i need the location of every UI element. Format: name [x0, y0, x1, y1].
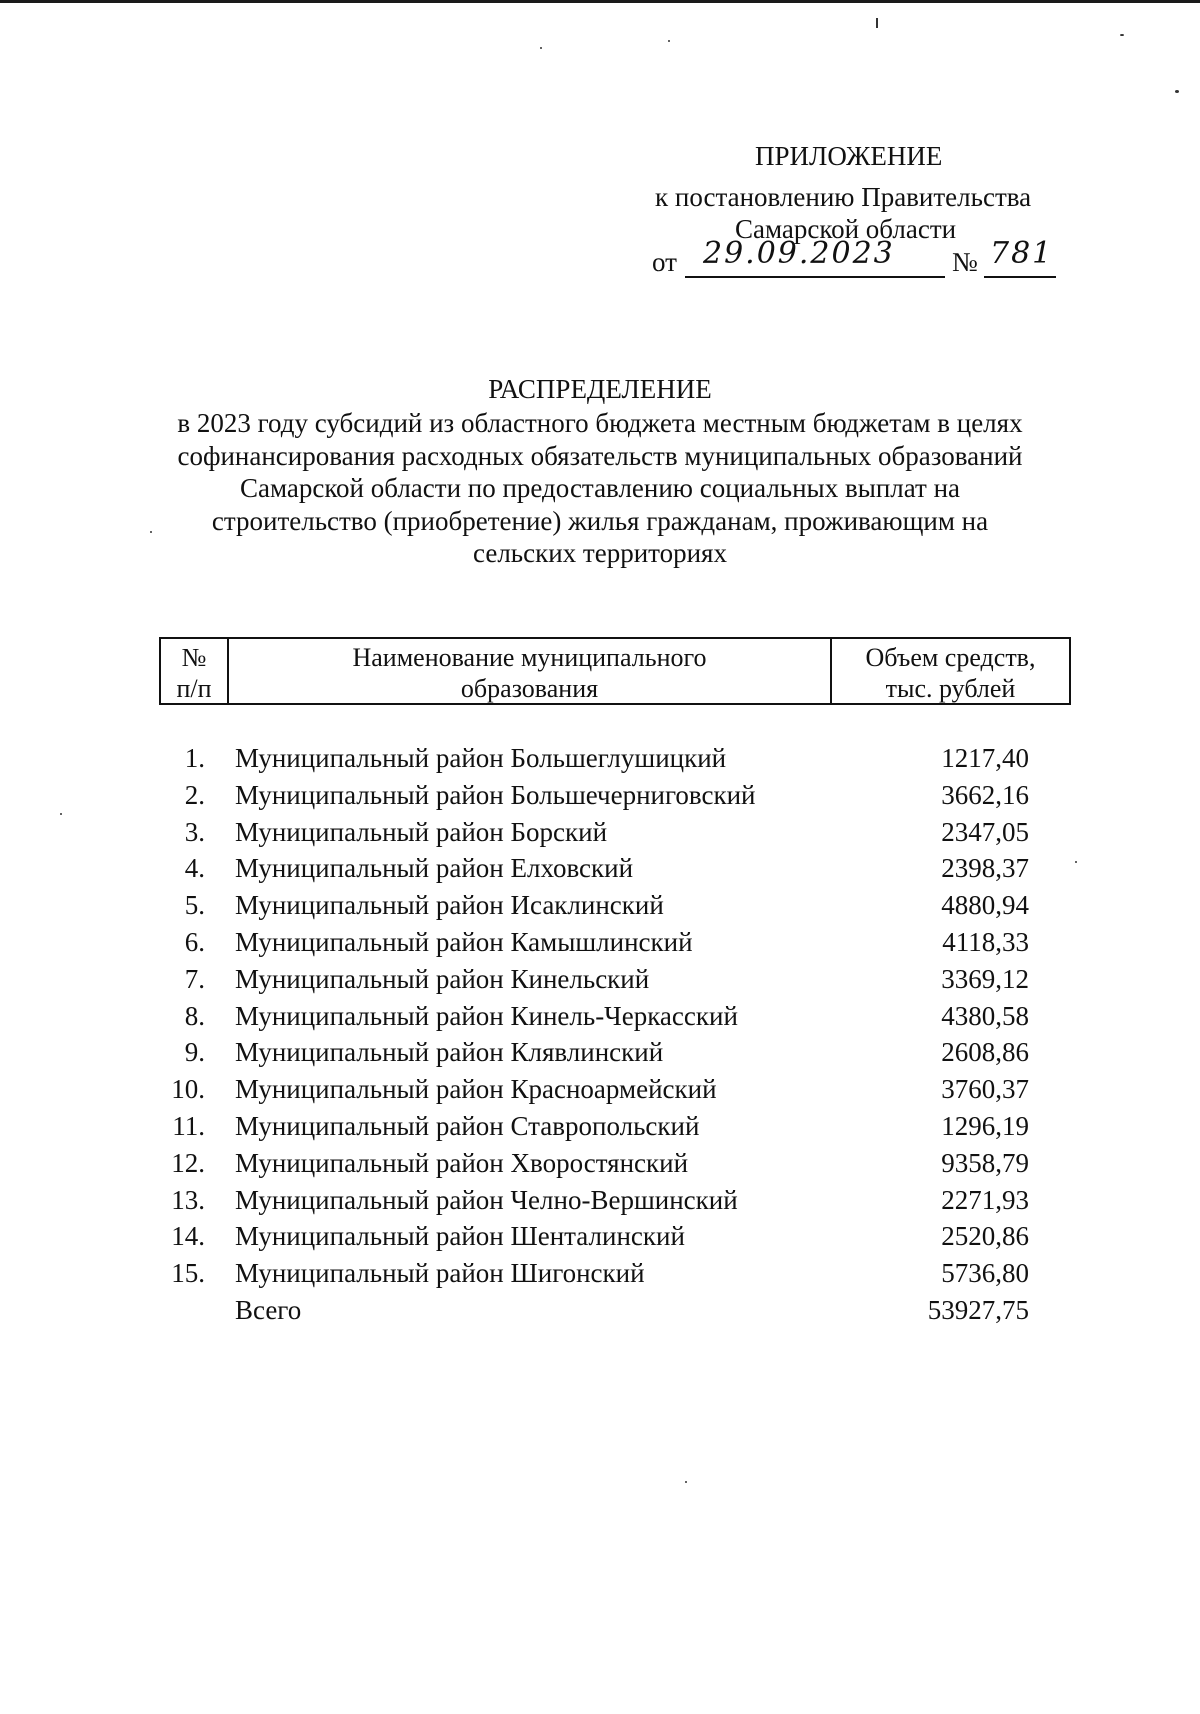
row-amount: 2271,93	[941, 1184, 1029, 1215]
table-row	[159, 777, 1071, 814]
total-row	[159, 1292, 1071, 1329]
scan-speck	[876, 18, 878, 28]
row-number: 8.	[184, 1000, 205, 1031]
table-row	[159, 961, 1071, 998]
row-name: Муниципальный район Большечерниговский	[235, 779, 756, 810]
row-number: 12.	[171, 1147, 205, 1178]
row-number: 3.	[184, 816, 205, 847]
date-underline	[685, 276, 945, 278]
row-number: 7.	[184, 963, 205, 994]
row-name: Муниципальный район Кинельский	[235, 963, 650, 994]
row-number: 13.	[171, 1184, 205, 1215]
number-underline	[984, 276, 1056, 278]
row-number: 9.	[184, 1037, 205, 1068]
header-text: №	[181, 643, 207, 672]
total-amount: 53927,75	[927, 1294, 1029, 1325]
table-row	[159, 1218, 1071, 1255]
table-row	[159, 1182, 1071, 1219]
row-name: Муниципальный район Клявлинский	[235, 1037, 664, 1068]
row-number: 1.	[184, 743, 205, 773]
subtitle-line: строительство (приобретение) жилья гражданам, проживающим на	[211, 505, 989, 536]
header-text: тыс. рублей	[885, 674, 1016, 703]
appendix-number-prefix: №	[952, 247, 978, 277]
table-row	[159, 998, 1071, 1035]
header-text: Наименование муниципального	[352, 643, 707, 672]
table-header	[159, 637, 1071, 705]
row-amount: 4118,33	[942, 926, 1029, 957]
header-name-column	[229, 639, 832, 703]
subtitle-line: софинансирования расходных обязательств муниципальных образований	[177, 440, 1023, 471]
row-amount: 4880,94	[941, 890, 1029, 921]
scan-speck	[668, 40, 670, 42]
scan-speck	[685, 1481, 687, 1483]
row-amount: 4380,58	[941, 1000, 1029, 1031]
row-number: 14.	[171, 1221, 205, 1252]
row-amount: 1296,19	[941, 1110, 1029, 1141]
appendix-date-value: 29.09.2023	[703, 236, 895, 271]
row-number: 2.	[184, 779, 205, 810]
table-row	[159, 887, 1071, 924]
appendix-line-1: к постановлению Правительства	[655, 182, 1032, 212]
row-name: Муниципальный район Шигонский	[235, 1258, 645, 1289]
appendix-date-prefix: от	[652, 247, 677, 277]
row-amount: 3662,16	[941, 779, 1029, 810]
scan-speck	[540, 47, 542, 49]
table-row	[159, 850, 1071, 887]
row-amount: 2520,86	[941, 1221, 1029, 1252]
table-row	[159, 924, 1071, 961]
header-amount-column	[832, 639, 1069, 703]
row-amount: 2398,37	[941, 853, 1029, 884]
row-amount: 5736,80	[941, 1258, 1029, 1289]
appendix-line-2: Самарской области	[735, 214, 957, 244]
row-name: Муниципальный район Исаклинский	[235, 890, 664, 921]
table-row	[159, 1255, 1071, 1292]
top-border-line	[0, 0, 1200, 3]
table-row	[159, 1108, 1071, 1145]
row-name: Муниципальный район Большеглушицкий	[235, 743, 727, 773]
header-number-column	[161, 639, 229, 703]
row-name: Муниципальный район Ставропольский	[235, 1110, 700, 1141]
row-amount: 3760,37	[941, 1074, 1029, 1105]
table-row	[159, 1034, 1071, 1071]
row-number: 6.	[184, 926, 205, 957]
row-name: Муниципальный район Камышлинский	[235, 926, 693, 957]
row-number: 15.	[171, 1258, 205, 1289]
table-row	[159, 1071, 1071, 1108]
row-number: 11.	[172, 1110, 205, 1141]
subtitle-line: в 2023 году субсидий из областного бюджета местным бюджетам в целях	[177, 408, 1023, 438]
row-amount: 2608,86	[941, 1037, 1029, 1068]
header-text: п/п	[176, 674, 212, 703]
scan-speck	[1120, 34, 1124, 36]
row-number: 5.	[184, 890, 205, 921]
row-number: 4.	[184, 853, 205, 884]
appendix-title: ПРИЛОЖЕНИЕ	[755, 141, 943, 171]
row-name: Муниципальный район Челно-Вершинский	[235, 1184, 738, 1215]
row-amount: 3369,12	[941, 963, 1029, 994]
table-body	[159, 740, 1071, 1329]
row-name: Муниципальный район Борский	[235, 816, 608, 847]
header-text: Объем средств,	[865, 643, 1036, 672]
subtitle-line: Самарской области по предоставлению социальных выплат на	[239, 473, 961, 503]
scan-speck	[1075, 861, 1077, 863]
row-amount: 1217,40	[941, 743, 1029, 773]
header-text: образования	[460, 674, 599, 703]
row-name: Муниципальный район Хворостянский	[235, 1147, 689, 1178]
row-amount: 2347,05	[941, 816, 1029, 847]
row-name: Муниципальный район Кинель-Черкасский	[235, 1000, 738, 1031]
table-row	[159, 740, 1071, 777]
row-amount: 9358,79	[941, 1147, 1029, 1178]
table-row	[159, 814, 1071, 851]
row-name: Муниципальный район Шенталинский	[235, 1221, 685, 1252]
scan-speck	[1175, 90, 1179, 93]
row-name: Муниципальный район Елховский	[235, 853, 634, 884]
scan-speck	[60, 813, 62, 815]
document-title: РАСПРЕДЕЛЕНИЕ	[488, 374, 712, 404]
total-label: Всего	[235, 1294, 302, 1325]
appendix-number-value: 781	[990, 236, 1054, 271]
row-number: 10.	[171, 1074, 205, 1105]
row-name: Муниципальный район Красноармейский	[235, 1074, 717, 1105]
subtitle-line: сельских территориях	[473, 538, 727, 568]
table-row	[159, 1145, 1071, 1182]
document-subtitle	[140, 407, 1060, 570]
